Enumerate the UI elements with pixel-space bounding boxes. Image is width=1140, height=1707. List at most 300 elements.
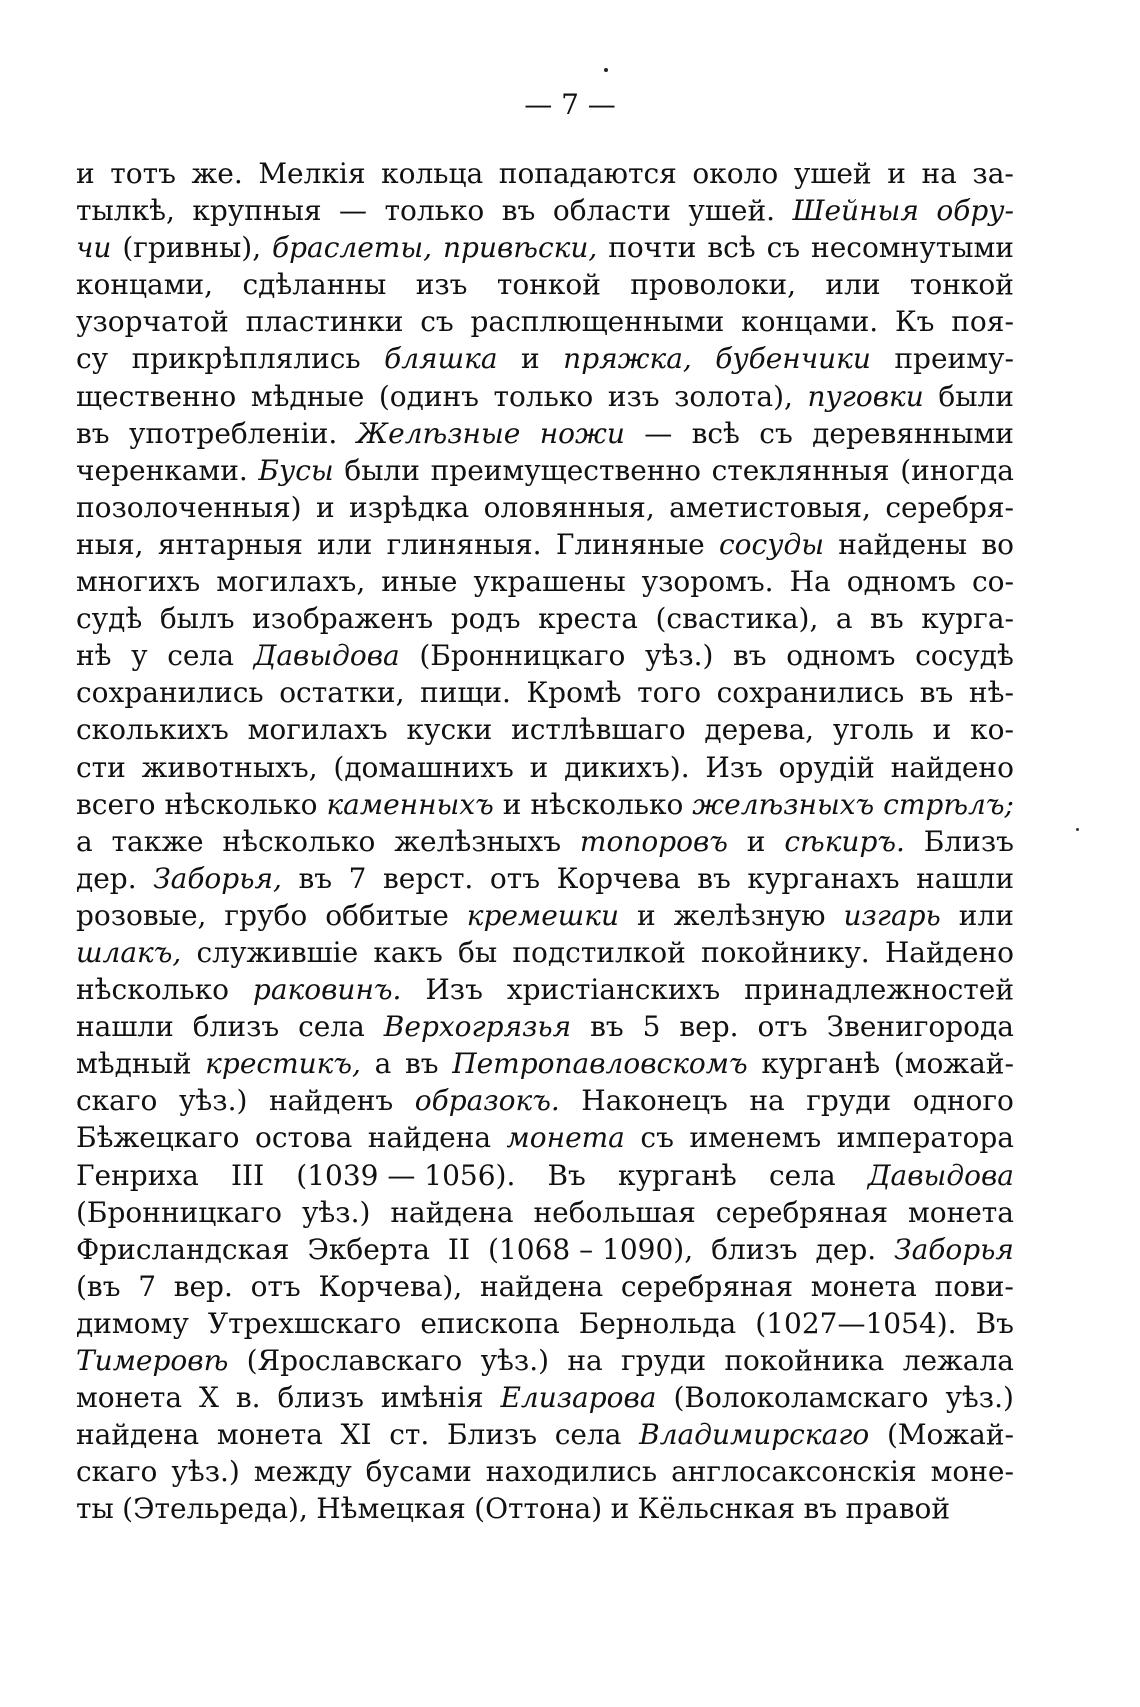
print-speck	[604, 68, 608, 72]
word: употребленіи.	[128, 416, 338, 450]
italic-term: топоровъ	[579, 824, 728, 858]
word: креста	[538, 602, 638, 636]
word: (Бронницкаго	[419, 639, 626, 673]
word: тонкой	[496, 268, 601, 302]
word: нашли	[76, 1010, 174, 1044]
word: а	[76, 824, 93, 858]
word: черенками.	[76, 453, 248, 487]
word: того	[637, 676, 702, 710]
word: христіанскихъ	[506, 973, 721, 1007]
word: отъ	[250, 1269, 301, 1303]
word: у	[131, 639, 148, 673]
italic-term: монета	[506, 1121, 625, 1155]
word: орудій	[778, 750, 875, 784]
text-line	[76, 155, 1014, 192]
italic-term: бубенчики	[715, 342, 871, 376]
word: многихъ	[76, 565, 201, 599]
word: ты	[76, 1492, 114, 1526]
word: на	[567, 1344, 603, 1377]
text-line	[76, 489, 1014, 526]
text-line	[76, 674, 1014, 711]
word: были	[344, 453, 420, 487]
word: узорчатой	[76, 305, 229, 339]
word: вер.	[679, 1010, 739, 1044]
word: или	[958, 898, 1014, 932]
word: уѣз.)	[178, 1084, 248, 1118]
word: 5	[642, 1010, 661, 1044]
word: императора	[836, 1121, 1014, 1155]
text-line	[76, 711, 1014, 748]
text-line	[76, 823, 1014, 860]
word: въ	[803, 1492, 838, 1526]
word: III	[230, 1158, 265, 1192]
word: епископа	[420, 1306, 560, 1340]
word: былъ	[159, 602, 235, 636]
word: и	[746, 824, 766, 858]
word: дер.	[76, 861, 137, 895]
word: Фрисландская	[76, 1232, 290, 1266]
word: моне-	[930, 1455, 1014, 1489]
word: села	[554, 1418, 622, 1452]
word: монета	[76, 1381, 183, 1415]
word: 7	[348, 861, 367, 895]
word: грубо	[224, 898, 308, 932]
word: Корчева	[556, 861, 681, 895]
word: Въ	[975, 1306, 1014, 1340]
word: нашли	[916, 861, 1014, 895]
word: съ	[759, 416, 793, 450]
word: Найдено	[884, 935, 1014, 969]
word: сдѣланны	[242, 268, 387, 302]
word: близъ	[192, 1010, 280, 1044]
word: пищи.	[420, 676, 511, 710]
word: (свастика),	[655, 602, 819, 636]
word: Бѣжецкаго	[76, 1121, 240, 1155]
text-line	[76, 897, 1014, 934]
word: ушей.	[688, 194, 776, 228]
word: всѣ	[691, 416, 740, 450]
text-line	[76, 1231, 1014, 1268]
word: и	[76, 157, 95, 190]
word: серебря-	[885, 490, 1014, 524]
word: въ	[870, 602, 904, 636]
word: за-	[972, 157, 1014, 190]
word: изрѣдка	[349, 490, 470, 524]
word: близъ	[711, 1232, 798, 1266]
word: (иногда	[900, 453, 1014, 487]
word: области	[552, 194, 671, 228]
text-line	[76, 749, 1014, 786]
text-line	[76, 1194, 1014, 1231]
word: преимущественно	[430, 453, 701, 487]
word: груди	[621, 1344, 706, 1377]
word: найдена	[390, 1195, 514, 1229]
word: въ	[404, 1047, 439, 1081]
word: съ	[766, 231, 801, 265]
word: куски	[406, 713, 493, 747]
italic-term: обру-	[936, 194, 1014, 228]
word: XI	[340, 1418, 372, 1452]
text-line	[76, 971, 1014, 1008]
word: Утрехшскаго	[207, 1306, 402, 1340]
word: стеклянныя	[711, 453, 890, 487]
word: Изъ	[705, 750, 763, 784]
word: преиму-	[894, 342, 1014, 376]
word: принадлежностей	[744, 973, 1014, 1007]
word: или	[825, 268, 881, 302]
text-line	[76, 934, 1014, 971]
word: ушей	[793, 157, 872, 190]
word: и	[887, 157, 906, 190]
word: в.	[235, 1381, 261, 1415]
word: Нѣмецкая	[316, 1492, 466, 1526]
word: найдена	[479, 1269, 604, 1303]
text-line	[76, 1416, 1014, 1453]
italic-term: привѣски,	[442, 231, 598, 265]
italic-term: чи	[76, 231, 112, 265]
word: близъ	[277, 1381, 364, 1415]
word: только	[493, 379, 594, 413]
word: дерева,	[704, 713, 815, 747]
italic-term: шлакъ,	[76, 935, 182, 969]
word: (домашнихъ	[333, 750, 514, 784]
word: (1039 — 1056).	[296, 1158, 516, 1192]
word: отъ	[757, 1010, 808, 1044]
word: (гривны),	[122, 231, 262, 265]
italic-term: ножи	[539, 416, 625, 450]
word: какъ	[373, 935, 443, 969]
word: концами.	[741, 305, 879, 339]
word: также	[111, 824, 204, 858]
italic-term: стрѣлъ;	[883, 787, 1014, 821]
word: Корчева),	[318, 1269, 463, 1303]
text-line	[76, 378, 1014, 415]
text-line	[76, 1268, 1014, 1305]
word: одного	[912, 1084, 1014, 1118]
word: концами,	[76, 268, 214, 302]
word: и	[315, 490, 335, 524]
word: въ	[590, 1010, 624, 1044]
word: желѣзныхъ	[394, 824, 562, 858]
word: —	[339, 194, 368, 228]
word: имѣнія	[380, 1381, 484, 1415]
word: бусами	[365, 1455, 472, 1489]
word: кольца	[381, 157, 484, 190]
word: найденъ	[268, 1084, 394, 1118]
italic-term: образокъ.	[414, 1084, 560, 1118]
word: нѣ-	[968, 676, 1014, 710]
print-speck	[1076, 828, 1079, 831]
word: сохранились	[76, 676, 264, 710]
word: глиняныя.	[386, 527, 542, 561]
word: (Ярославскаго	[246, 1344, 463, 1377]
word: на	[921, 157, 957, 190]
word: ко-	[970, 713, 1014, 747]
word: могилахъ	[247, 713, 388, 747]
word: Къ	[894, 305, 935, 339]
word: одномъ	[846, 565, 956, 599]
word: въ	[501, 194, 536, 228]
italic-term: каменныхъ	[326, 787, 494, 821]
word: Экберта	[307, 1232, 430, 1266]
word: (Волоколамскаго	[673, 1381, 929, 1415]
word: монета	[907, 1195, 1014, 1229]
word: и	[610, 1492, 630, 1526]
word: (Бронницкаго	[76, 1195, 282, 1229]
word: X	[199, 1381, 219, 1415]
italic-term: Заборья	[894, 1232, 1014, 1266]
word: пови-	[934, 1269, 1014, 1303]
word: розовые,	[76, 898, 207, 932]
text-line	[76, 1082, 1014, 1119]
text-line	[76, 1342, 1014, 1379]
italic-term: Тимеровѣ	[76, 1344, 229, 1377]
word: бы	[458, 935, 498, 969]
italic-term: пуговки	[807, 379, 924, 413]
text-line	[76, 303, 1014, 340]
text-line	[76, 786, 1014, 823]
text-line	[76, 266, 1014, 303]
word: подстилкой	[512, 935, 686, 969]
word: Изъ	[425, 973, 483, 1007]
word: монета	[810, 1269, 917, 1303]
italic-term: кремешки	[466, 898, 620, 932]
word: (Этельреда),	[122, 1492, 308, 1526]
word: покойника	[724, 1344, 885, 1377]
word: деревянными	[812, 416, 1014, 450]
word: служившіе	[196, 935, 359, 969]
word: курганѣ	[618, 1158, 737, 1192]
italic-term: Бусы	[258, 453, 334, 487]
word: могилахъ,	[216, 565, 366, 599]
word: курга-	[921, 602, 1014, 636]
word: проволоки,	[630, 268, 797, 302]
word: и	[529, 750, 549, 784]
word: а	[374, 1047, 392, 1081]
word: вер.	[173, 1269, 233, 1303]
word: 7	[138, 1269, 157, 1303]
word: На	[789, 565, 831, 599]
word: со-	[972, 565, 1014, 599]
word: сколькихъ	[76, 713, 229, 747]
word: оловянныя,	[483, 490, 655, 524]
word: изъ	[415, 268, 468, 302]
italic-term: Желѣзные	[356, 416, 521, 450]
word: прикрѣплялись	[131, 342, 361, 376]
word: найдена	[367, 1121, 492, 1155]
italic-term: сосуды	[718, 527, 824, 561]
word: а	[835, 602, 853, 636]
word: съ	[420, 305, 454, 339]
word: (въ	[76, 1269, 121, 1303]
word: поя-	[951, 305, 1014, 339]
word: на	[749, 1084, 785, 1118]
text-line	[76, 860, 1014, 897]
word: около	[692, 157, 779, 190]
word: Мелкія	[258, 157, 366, 190]
word: дикихъ).	[564, 750, 690, 784]
word: въ	[298, 861, 333, 895]
word: во	[981, 527, 1014, 561]
word: II	[447, 1232, 471, 1266]
word: уѣз.)	[301, 1195, 371, 1229]
word: крупныя	[192, 194, 322, 228]
word: одномъ	[786, 639, 896, 673]
body-text	[76, 155, 1014, 1527]
italic-term: раковинъ.	[252, 973, 402, 1007]
word: верст.	[383, 861, 474, 895]
text-line	[76, 526, 1014, 563]
word: найдено	[890, 750, 1014, 784]
text-line	[76, 1119, 1014, 1156]
word: изображенъ	[252, 602, 434, 636]
word: всего	[76, 787, 156, 821]
word: аметистовыя,	[669, 490, 871, 524]
word: тонкой	[909, 268, 1014, 302]
word: мѣдный	[76, 1047, 192, 1081]
italic-term: Давыдова	[867, 1158, 1014, 1192]
word: въ	[76, 416, 110, 450]
word: курганѣ	[761, 1047, 881, 1081]
word: въ	[733, 639, 767, 673]
word: изъ	[607, 379, 660, 413]
word: съ	[640, 1121, 674, 1155]
word: украшены	[473, 565, 626, 599]
word: и	[637, 898, 656, 932]
word: и	[521, 342, 540, 376]
word: всѣ	[707, 231, 756, 265]
word: и	[502, 787, 522, 821]
word: были	[938, 379, 1014, 413]
word: янтарныя	[157, 527, 303, 561]
italic-term: сѣкиръ.	[784, 824, 905, 858]
word: Близъ	[923, 824, 1014, 858]
text-line	[76, 452, 1014, 489]
word: серебряная	[715, 1195, 888, 1229]
word: желѣзную	[673, 898, 826, 932]
word: между	[253, 1455, 352, 1489]
word: животныхъ,	[141, 750, 318, 784]
word: Звенигорода	[826, 1010, 1014, 1044]
word: истлѣвшаго	[511, 713, 686, 747]
word: села	[298, 1010, 365, 1044]
word: нѣсколько	[530, 787, 684, 821]
word: (одинъ	[378, 379, 479, 413]
word: дер.	[815, 1232, 877, 1266]
word: уголь	[832, 713, 914, 747]
text-line	[76, 340, 1014, 377]
word: остова	[255, 1121, 353, 1155]
word: (можай-	[893, 1047, 1014, 1081]
italic-term: Петропавловскомъ	[452, 1047, 748, 1081]
word: сти	[76, 750, 126, 784]
word: щественно	[76, 379, 237, 413]
word: именемъ	[689, 1121, 822, 1155]
text-line	[76, 1008, 1014, 1045]
word: Бернольда	[578, 1306, 737, 1340]
word: отъ	[489, 861, 541, 895]
word: груди	[806, 1084, 892, 1118]
word: нѣсколько	[222, 824, 376, 858]
page-number: — 7 —	[524, 88, 616, 121]
text-line	[76, 1305, 1014, 1342]
word: уѣз.)	[480, 1344, 550, 1377]
italic-term: пряжка,	[563, 342, 692, 376]
word: села	[768, 1158, 836, 1192]
text-line	[76, 1379, 1014, 1416]
word: димому	[76, 1306, 189, 1340]
italic-term: Верхогрязья	[383, 1010, 572, 1044]
text-line	[76, 1157, 1014, 1194]
word: въ	[919, 676, 954, 710]
italic-term: бляшка	[384, 342, 498, 376]
word: мѣдные	[250, 379, 365, 413]
word: покойнику.	[700, 935, 870, 969]
word: попадаются	[498, 157, 677, 190]
italic-term: изгарь	[843, 898, 941, 932]
word: нѣсколько	[164, 787, 318, 821]
word: остатки,	[279, 676, 405, 710]
word: (Оттона)	[474, 1492, 603, 1526]
word: же.	[191, 157, 243, 190]
word: Въ	[547, 1158, 586, 1192]
word: правой	[845, 1492, 951, 1526]
word: золота),	[674, 379, 793, 413]
word: или	[317, 527, 373, 561]
word: Близъ	[446, 1418, 538, 1452]
text-line	[76, 600, 1014, 637]
word: уѣз.)	[945, 1381, 1014, 1415]
word: Генриха	[76, 1158, 199, 1192]
italic-term: Давыдова	[253, 639, 400, 673]
word: сохранились	[716, 676, 905, 710]
text-line	[76, 192, 1014, 229]
word: небольшая	[533, 1195, 696, 1229]
text-line	[76, 637, 1014, 674]
word: су	[76, 342, 109, 376]
word: Кёльснкая	[637, 1492, 796, 1526]
word: сосудѣ	[915, 639, 1014, 673]
word: уѣз.)	[644, 639, 714, 673]
italic-term: крестикъ,	[205, 1047, 361, 1081]
word: —	[644, 416, 673, 450]
word: пластинки	[245, 305, 404, 339]
word: курганахъ	[747, 861, 900, 895]
word: нѣсколько	[76, 973, 229, 1007]
word: скаго	[76, 1084, 158, 1118]
word: (1027—1054).	[755, 1306, 957, 1340]
italic-term: браслеты,	[272, 231, 433, 265]
word: узоромъ.	[641, 565, 774, 599]
word: родъ	[450, 602, 521, 636]
word: Глиняные	[555, 527, 705, 561]
word: тылкѣ,	[76, 194, 175, 228]
word: (1068 – 1090),	[488, 1232, 694, 1266]
word: въ	[697, 861, 731, 895]
word: расплющенными	[470, 305, 725, 339]
word: почти	[608, 231, 697, 265]
word: иные	[381, 565, 458, 599]
word: нѣ	[76, 639, 112, 673]
italic-term: Елизарова	[500, 1381, 657, 1415]
word: и	[932, 713, 952, 747]
text-line	[76, 229, 1014, 266]
word: уѣз.)	[171, 1455, 240, 1489]
word: находились	[485, 1455, 658, 1489]
word: лежала	[902, 1344, 1014, 1377]
italic-term: Владимирскаго	[639, 1418, 870, 1452]
word: серебряная	[620, 1269, 794, 1303]
